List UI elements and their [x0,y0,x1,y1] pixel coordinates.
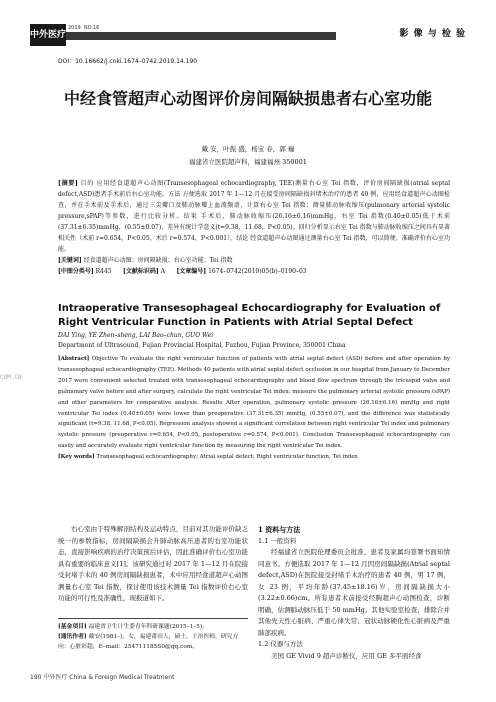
article-no: 1674–0742(2019)05(b)–0190–03 [208,268,307,275]
corr-author-text: 戴安(1981–)，女，福建莆田人，硕士，主治医师，研究方向：心脏彩超，E–mail：254711185S0@qq.com。 [58,634,239,650]
en-keywords-label: [Key words] [58,454,95,461]
cn-abstract-text: 目的 应用经食道超声心动图(Transesophageal echocardiography, TEE)测量右心室 Tei 指数，评价房间隔缺损(atrial septal defect,ASD)患者手术前后右心室功能。方法 方便选取 2017 年 1—12 月在接受房间隔缺损封堵术治疗的患者 40 例，应用经食道超声心动图检查，并在手术前及手术后，通过三尖瓣口及肺动脉瓣上血流频谱，计算右心室 Tei 指数；测量肺动脉收缩压(pulmonary arterial systolic pressure,sPAP)等参数，进行比较分析。结果 手术后，肺动脉收缩压(26.16±6.16)mmHg，右室 Tei 指数(0.40±0.05)低于术前(37.31±6.35)mmHg，(0.55±0.07)，差异有统计学意义(t=9.38，11.68，P<0.05)。回归分析显示右室 Tei 指数与肺动脉收缩压之间具有显著相关性（术前 r=0.654，P<0.05，术后 r=0.574，P<0.001）。结论 经食道超声心动图通过测量右心室 Tei 指数，可以简便、准确评价右心室功能。 [58,180,450,253]
english-title: Intraoperative Transesophageal Echocardiography for Evaluation of Right Ventricular Function in Patients with Atrial Septal Defect [58,303,441,328]
section-label: 影 像 与 检 验 [399,29,466,39]
journal-logo: 中外医疗 [30,24,66,46]
watermark: COM.CN [0,374,22,381]
footnote-box [58,618,248,652]
page-footer: 190 中外医疗 China & Foreign Medical Treatment [30,674,175,681]
english-affiliation: Department of Ultrasound, Fujian Provincial Hospital, Fuzhou, Fujian Province, 350001 China [58,342,346,349]
class-label: [中图分类号] [58,268,94,275]
article-label: [文章编号] [176,268,207,275]
en-abstract-text: Objective To evaluate the right ventricular function of patients with atrial septal defect (ASD) before and after operation by transesophageal echocardiography (TEE). Methods 40 patients with atrial septal defect occlusion in our hospital from January to December 2017 were convenient selected treated with transesophageal echocardiography and blood flow spectrum through the tricuspid valve and pulmonary valve before and after surgery, calculate the right ventricular Tei index; measure the pulmonary arterial systolic pressure (sPAP) and other parameters for comparative analysis. Results After operation, pulmonary systolic pressure (26.16±6.16) mmHg and right ventricular Tei index (0.40±0.05) were lower than preoperative (37.31±6.35) mmHg, (0.55±0.07), and the difference was statistically significant (t=9.38, 11.68, P<0.05). Regression analysis showed a significant correlation between right ventricular Tei index and pulmonary systolic pressure (preoperative r=0.654, P<0.05, postoperative r=0.574, P<0.001). Conclusion Transesophageal echocardiography can easily and accurately evaluate right ventricular function by measuring the right ventricular Tei index. [58,356,451,450]
doc-code: A [160,268,165,275]
year: 2019 [68,25,81,31]
cn-abstract-label: [摘要] [58,180,78,187]
en-keywords: Transesophageal echocardiography; Atrial septal defect; Right ventricular function; Tei index [96,454,358,461]
body-paragraph: 美国 GE Vivid 9 超声诊断仪，应用 GE 多平面经食 [271,651,422,660]
corr-author-label: [通讯作者] [58,634,87,640]
subsection-heading: 1.2 仪器与方法 [258,640,303,648]
class-no: R445 [95,268,112,275]
affiliation: 福建省立医院超声科，福建福州 350001 [189,158,307,166]
cn-keywords: 经食道超声心动图；房间隔缺损；右心室功能；Tei 指数 [83,257,233,264]
article-title: 中经食管超声心动图评价房间隔缺损患者右心室功能 [63,89,432,108]
issue: NO.16 [83,25,100,31]
body-left-column [58,524,248,605]
subsection-heading: 1.1 一般资料 [258,536,297,545]
body-right-column [258,524,450,662]
authors: 戴 安，叶振 盛，杨宝 春，郭 巍 [201,145,295,153]
en-abstract-label: [Abstract] [58,356,90,362]
fund-text: 福建省卫生计生委青年科研课题(2015–1–5)。 [88,624,208,630]
section-heading: 1 资料与方法 [258,525,301,534]
english-authors: DAI Ying, YE Zhen–sheng, LAI Bao–chun, GUO Wei [58,332,214,339]
fund-label: [基金项目] [58,624,87,630]
journal-name-en: China & Foreign Medical Treatment [69,43,157,49]
issue-info [68,25,99,32]
body-paragraph: 经福建省立医院伦理委员会批准，患者及家属均签署书面知情同意书。方便选取 2017 年 1—12 月因房间隔缺损(Atrial septal defect,ASD)在医院接受封堵手术治疗的患者 40 例，男 17 例，女 23 例，平均年龄(37.45±18.16)岁，房间隔缺损大小(3.22±0.66)cm。所有患者术前接受经胸超声心动图检查，诊断明确，估测肺动脉压低于 50 mmHg。其他实验室检查，排除合并其他先天性心脏病、严重心律失常、冠状动脉硬化性心脏病及严重肺部疾病。 [258,548,450,637]
doc-label: [文献标识码] [123,268,159,275]
cn-abstract [58,178,450,277]
cn-keywords-label: [关键词] [58,257,82,264]
intro-paragraph: 右心室由于特殊解剖结构及运动特点，目前对其功能评价缺乏统一的参数指标，房间隔缺损会升肺动脉高压患者的右室功能状态，直接影响疾病的治疗决策预后评估，因此准确评价右心室功能具有重要的临床意义[1]。该研究通过对 2017 年 1—12 月在院接受封堵手术的 40 例房间隔缺损患者，术中应用经食道超声心动图测量右心室 Tei 指数，探讨使用该技术测量 Tei 指数评价右心室功能的可行性及准确性，现报道如下。 [58,525,248,602]
english-abstract [58,354,450,463]
journal-bar [66,32,336,49]
doi[interactable]: DOI：10.16662/j.cnki.1674–0742.2019.14.190 [58,58,198,65]
